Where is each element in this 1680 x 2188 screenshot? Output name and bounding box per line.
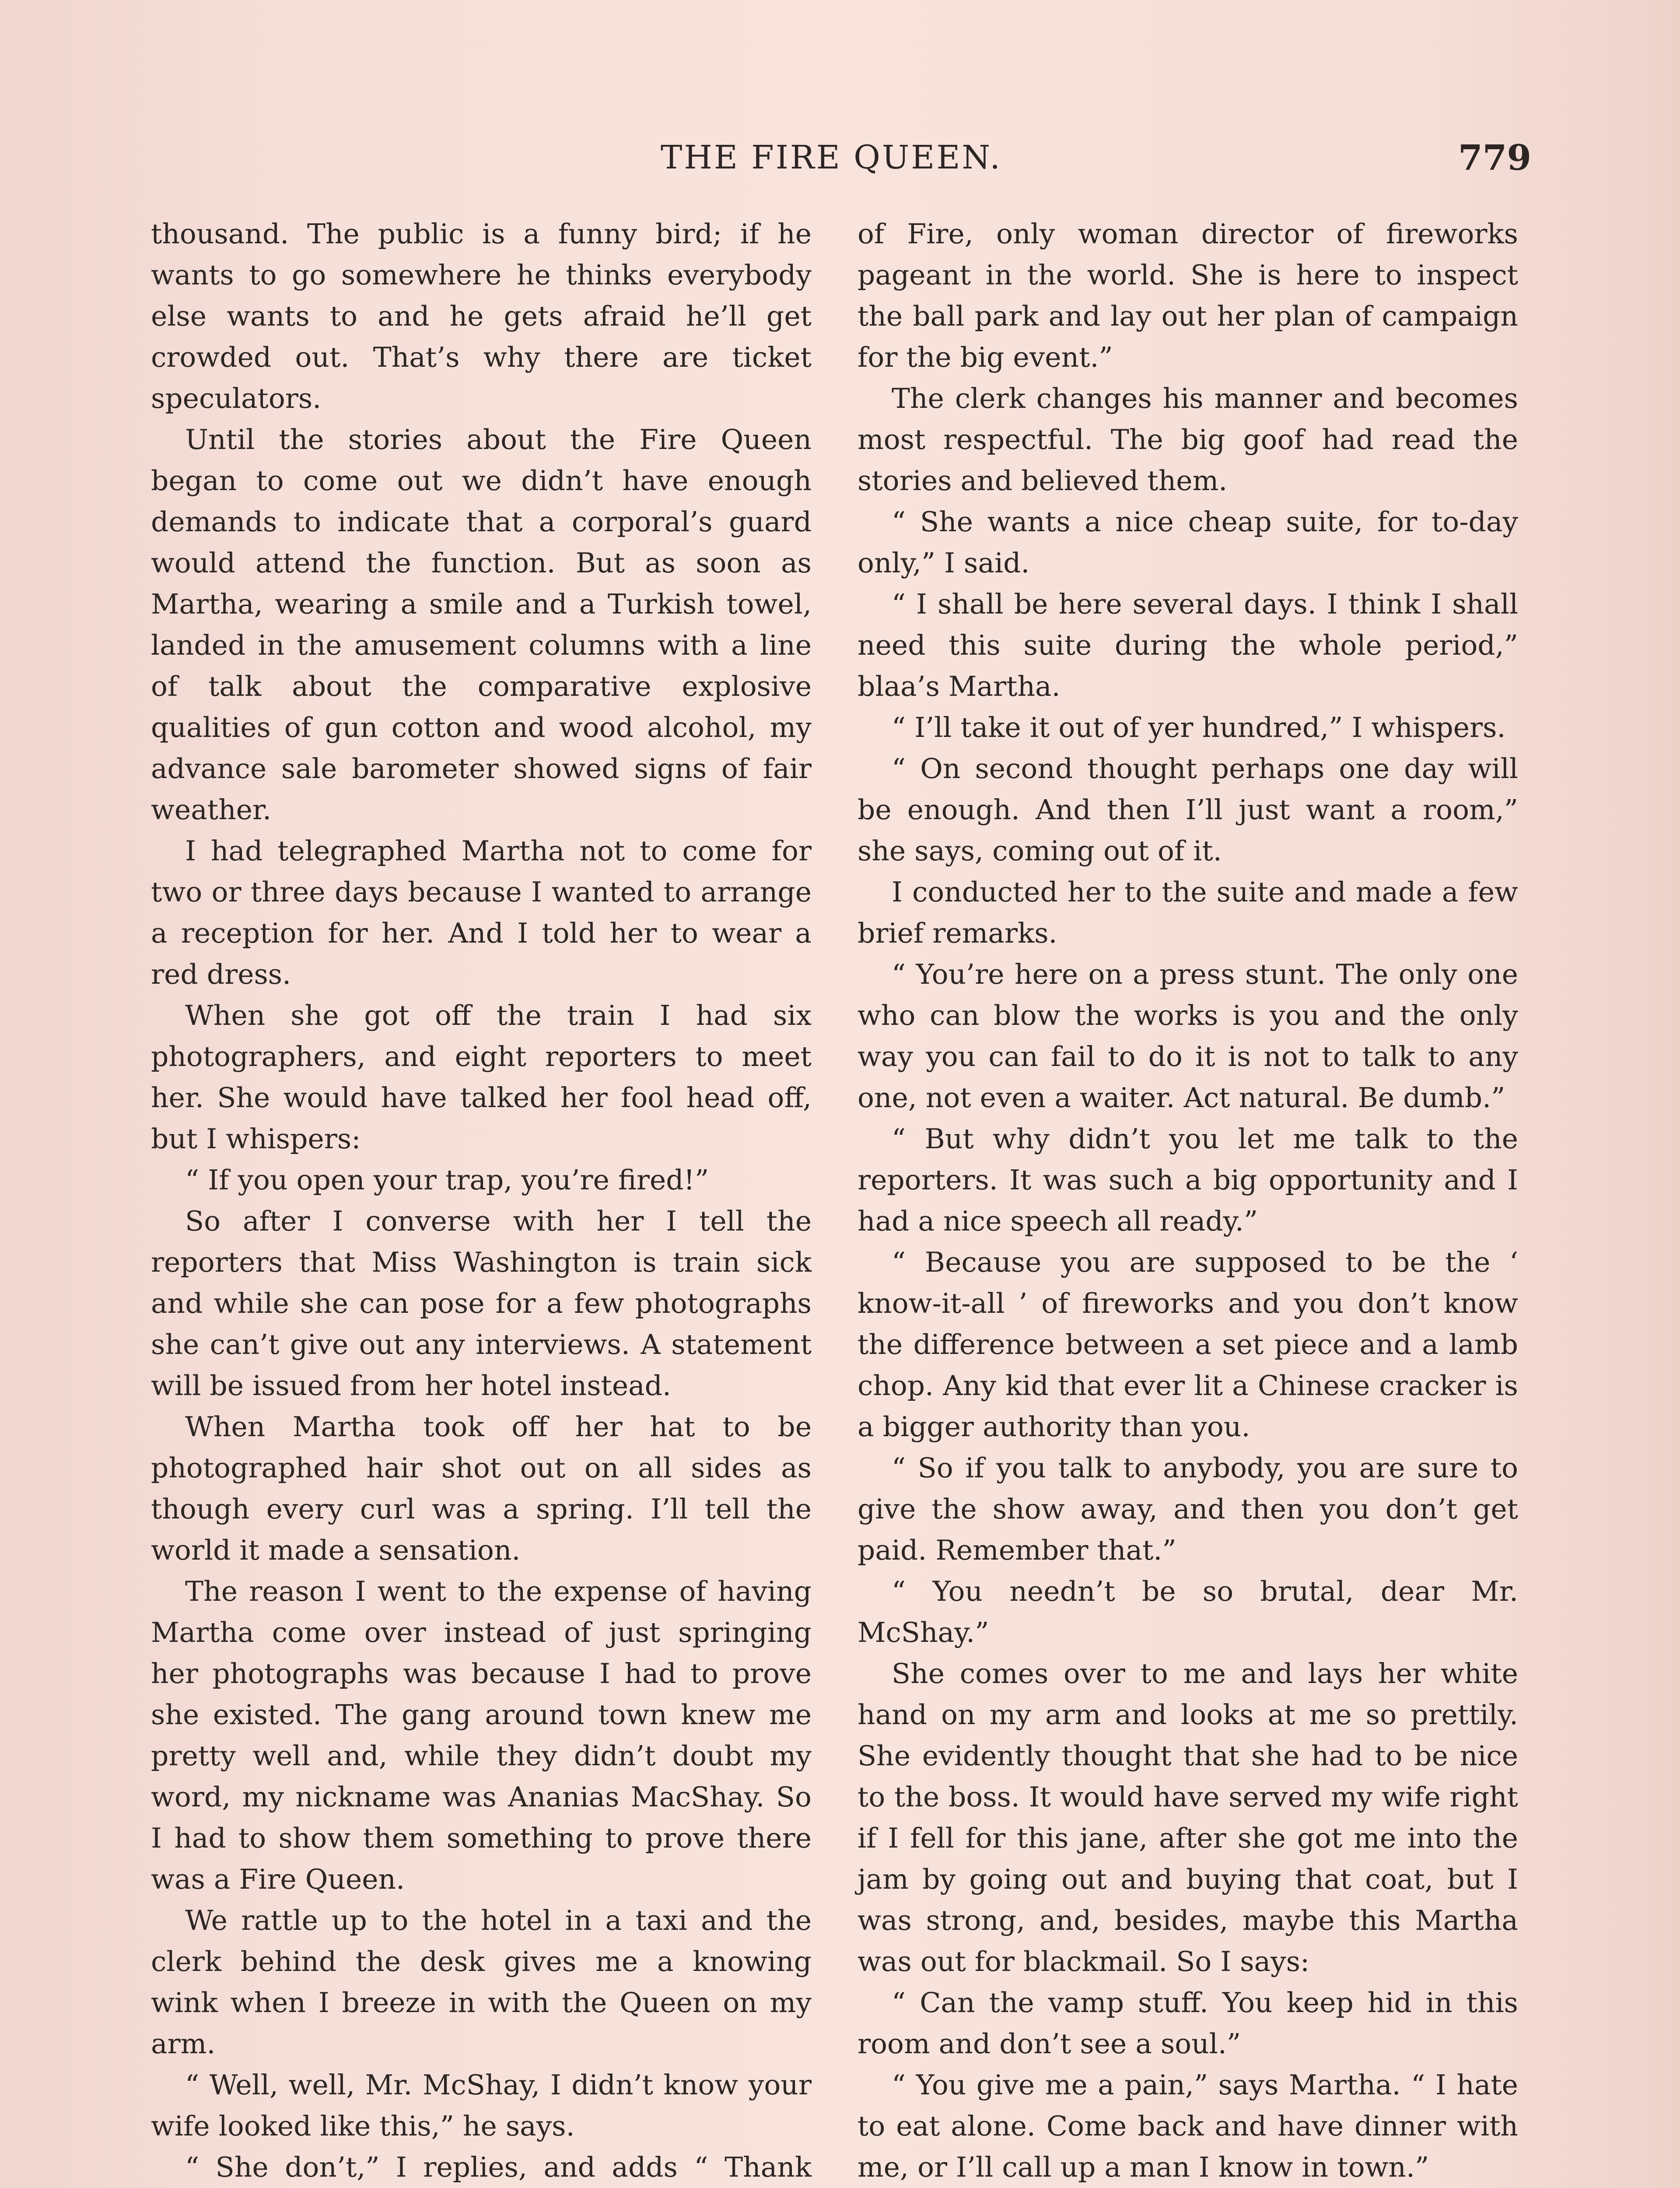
paragraph: “ You’re here on a press stunt. The only one who can blow the works is you and the only way you can fail to do it is not to talk to any one, not even a waiter. Act natural. Be dumb.” (858, 958, 1518, 1114)
page-number: 779 (1458, 137, 1531, 178)
paragraph: “ On second thought perhaps one day will be enough. And then I’ll just want a room,” she says, coming out of it. (858, 753, 1518, 867)
paragraph: She comes over to me and lays her white hand on my arm and looks at me so prettily. She evidently thought that she had to be nice to the boss. It would have served my wife right if I fell for this jane, after she got me into the jam by going out and buying that coat, but I was strong, and, besides, maybe this Martha was out for blackmail. So I says: (858, 1658, 1518, 1978)
paragraph: “ Can the vamp stuff. You keep hid in this room and don’t see a soul.” (858, 1987, 1518, 2060)
paragraph: “ You needn’t be so brutal, dear Mr. McShay.” (858, 1575, 1518, 1648)
paragraph: “ If you open your trap, you’re fired!” (185, 1164, 709, 1196)
paragraph: “ She wants a nice cheap suite, for to-day only,” I said. (858, 506, 1518, 579)
page-header (0, 131, 1680, 184)
paragraph: “ But why didn’t you let me talk to the reporters. It was such a big opportunity and I had a nice speech all ready.” (858, 1123, 1518, 1237)
paragraph: of Fire, only woman director of fireworks pageant in the world. She is here to inspect the ball park and lay out her plan of campaign for the big event.” (858, 218, 1518, 373)
paragraph: “ You give me a pain,” says Martha. “ I hate to eat alone. Come back and have dinner with me, or I’ll call up a man I know in town.” (858, 2069, 1518, 2183)
left-column (151, 214, 812, 2188)
paragraph: We rattle up to the hotel in a taxi and the clerk behind the desk gives me a knowing wink when I breeze in with the Queen on my arm. (151, 1904, 812, 2060)
paragraph: “ I shall be here several days. I think I shall need this suite during the whole period,” blaa’s Martha. (858, 588, 1518, 702)
paragraph: I conducted her to the suite and made a few brief remarks. (858, 876, 1518, 949)
paragraph: When Martha took off her hat to be photographed hair shot out on all sides as though every curl was a spring. I’ll tell the world it made a sensation. (151, 1411, 812, 1566)
paragraph: Until the stories about the Fire Queen began to come out we didn’t have enough demands to indicate that a corporal’s guard would attend the function. But as soon as Martha, wearing a smile and a Turkish towel, landed in the amusement columns with a line of talk about the comparative explosive qualities of gun cotton and wood alcohol, my advance sale barometer showed signs of fair weather. (151, 424, 812, 826)
paragraph: “ Because you are supposed to be the ‘ know-it-all ’ of fireworks and you don’t know the difference between a set piece and a lamb chop. Any kid that ever lit a Chinese cracker is a bigger authority than you. (858, 1246, 1518, 1443)
paragraph: So after I converse with her I tell the reporters that Miss Washington is train sick and while she can pose for a few photographs she can’t give out any interviews. A statement will be issued from her hotel instead. (151, 1205, 812, 1402)
paragraph: thousand. The public is a funny bird; if he wants to go somewhere he thinks everybody else wants to and he gets afraid he’ll get crowded out. That’s why there are ticket speculators. (151, 218, 812, 414)
paragraph: The clerk changes his manner and becomes most respectful. The big goof had read the stories and believed them. (858, 382, 1518, 497)
paragraph: When she got off the train I had six photographers, and eight reporters to meet her. She would have talked her fool head off, but I whispers: (151, 999, 812, 1155)
paragraph: “ I’ll take it out of yer hundred,” I whispers. (892, 712, 1506, 743)
paragraph: I had telegraphed Martha not to come for two or three days because I wanted to arrange a reception for her. And I told her to wear a red dress. (151, 835, 812, 990)
running-title: THE FIRE QUEEN. (661, 139, 1002, 176)
paragraph: “ She don’t,” I replies, and adds “ Thank (185, 2151, 812, 2183)
right-column (858, 214, 1518, 2188)
paragraph: “ Well, well, Mr. McShay, I didn’t know your wife looked like this,” he says. (151, 2069, 812, 2142)
paragraph: The reason I went to the expense of having Martha come over instead of just springing her photographs was because I had to prove she existed. The gang around town knew me pretty well and, while they didn’t doubt my word, my nickname was Ananias MacShay. So I had to show them something to prove there was a Fire Queen. (151, 1575, 812, 1895)
paragraph: “ So if you talk to anybody, you are sure to give the show away, and then you don’t get paid. Remember that.” (858, 1452, 1518, 1566)
